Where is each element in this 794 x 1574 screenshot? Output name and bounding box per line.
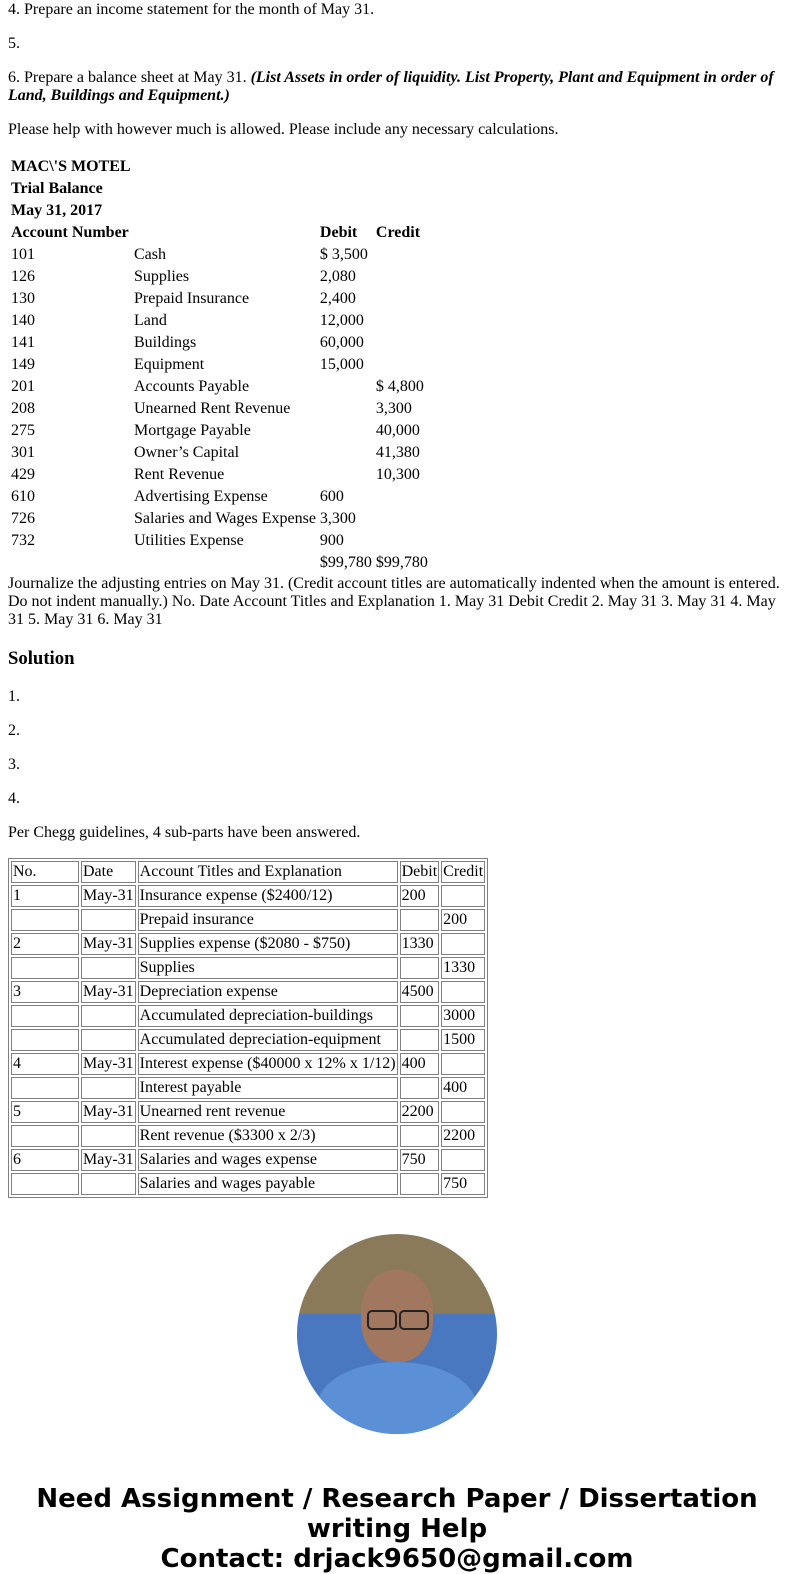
entry-date [81, 957, 136, 979]
help-request: Please help with however much is allowed. Please include any necessary calculations. [8, 121, 559, 138]
account-title: Accumulated depreciation-buildings [138, 1005, 398, 1027]
entry-number: 6 [11, 1149, 79, 1171]
entry-date [81, 1077, 136, 1099]
account-name: Rent Revenue [134, 466, 225, 483]
trial-balance-row [10, 531, 429, 551]
journal-prompt: Journalize the adjusting entries on May 31. (Credit account titles are automatically indented when the amount is entered. Do not indent manually.) No. Date Account Titles and Explanation 1. May 31 Debit Credit 2. May 31 3. May 31 4. May 31 5. May 31 6. May 31 [8, 575, 780, 628]
debit-amount: 60,000 [319, 334, 364, 351]
debit-amount [400, 909, 440, 931]
trial-balance-table [8, 155, 431, 575]
journal-row [11, 1125, 485, 1147]
header-debit: Debit [400, 861, 440, 883]
trial-balance-row [10, 377, 429, 397]
debit-amount: 1330 [400, 933, 440, 955]
trial-balance-row [10, 443, 429, 463]
statement-title: Trial Balance [11, 180, 103, 197]
account-number: 141 [11, 334, 35, 351]
debit-amount: 400 [400, 1053, 440, 1075]
trial-balance-row [10, 487, 429, 507]
journal-row [11, 909, 485, 931]
account-number: 429 [11, 466, 35, 483]
account-title: Depreciation expense [138, 981, 398, 1003]
total-debit: $99,780 [319, 554, 372, 571]
help-banner [8, 1484, 786, 1574]
author-avatar [297, 1234, 497, 1434]
credit-amount: 1330 [441, 957, 485, 979]
account-title: Prepaid insurance [138, 909, 398, 931]
account-number: 149 [11, 356, 35, 373]
header-account-titles: Account Titles and Explanation [138, 861, 398, 883]
account-number: 140 [11, 312, 35, 329]
journal-entries-table [8, 858, 488, 1198]
credit-amount [375, 509, 429, 529]
account-number: 610 [11, 488, 35, 505]
debit-amount [319, 399, 373, 419]
account-title: Supplies expense ($2080 - $750) [138, 933, 398, 955]
credit-amount [375, 245, 429, 265]
account-number: 126 [11, 268, 35, 285]
debit-amount [400, 1125, 440, 1147]
header-date: Date [81, 861, 136, 883]
entry-number [11, 1173, 79, 1195]
journal-row [11, 981, 485, 1003]
trial-balance-row [10, 333, 429, 353]
trial-balance-row [10, 245, 429, 265]
account-title: Salaries and wages payable [138, 1173, 398, 1195]
entry-date: May-31 [81, 1053, 136, 1075]
banner-line-1: Need Assignment / Research Paper / Dissertation writing Help [36, 1484, 758, 1544]
account-number: 726 [11, 510, 35, 527]
banner-contact: Contact: drjack9650@gmail.com [160, 1544, 634, 1574]
debit-amount [319, 465, 373, 485]
account-name: Accounts Payable [134, 378, 250, 395]
entry-number: 1 [11, 885, 79, 907]
solution-part: 3. [8, 756, 20, 773]
journal-row [11, 1077, 485, 1099]
journal-row [11, 1149, 485, 1171]
account-name: Advertising Expense [134, 488, 268, 505]
account-title: Interest expense ($40000 x 12% x 1/12) [138, 1053, 398, 1075]
debit-amount: 600 [319, 488, 344, 505]
account-title: Supplies [138, 957, 398, 979]
header-credit: Credit [375, 224, 421, 241]
credit-amount: 3,300 [375, 400, 412, 417]
debit-amount [400, 1077, 440, 1099]
credit-amount [375, 311, 429, 331]
header-credit: Credit [441, 861, 485, 883]
account-title: Salaries and wages expense [138, 1149, 398, 1171]
account-name: Land [134, 312, 167, 329]
solution-part: 2. [8, 722, 20, 739]
solution-heading: Solution [8, 648, 75, 669]
account-number: 101 [11, 246, 35, 263]
debit-amount: 15,000 [319, 356, 364, 373]
credit-amount: 41,380 [375, 444, 420, 461]
account-title: Rent revenue ($3300 x 2/3) [138, 1125, 398, 1147]
entry-date: May-31 [81, 1149, 136, 1171]
trial-balance-row [10, 289, 429, 309]
entry-number [11, 1125, 79, 1147]
journal-row [11, 957, 485, 979]
account-name: Cash [134, 246, 166, 263]
trial-balance-row [10, 509, 429, 529]
credit-amount [375, 289, 429, 309]
account-title: Interest payable [138, 1077, 398, 1099]
journal-row [11, 1029, 485, 1051]
journal-row [11, 1173, 485, 1195]
entry-date [81, 1029, 136, 1051]
trial-balance-row [10, 311, 429, 331]
entry-number [11, 909, 79, 931]
account-number: 130 [11, 290, 35, 307]
account-title: Insurance expense ($2400/12) [138, 885, 398, 907]
account-title: Accumulated depreciation-equipment [138, 1029, 398, 1051]
entry-date: May-31 [81, 885, 136, 907]
account-name: Utilities Expense [134, 532, 244, 549]
journal-row [11, 1005, 485, 1027]
header-account-number: Account Number [11, 224, 129, 241]
credit-amount: 200 [441, 909, 485, 931]
debit-amount: $ 3,500 [319, 246, 368, 263]
journal-row [11, 933, 485, 955]
credit-amount [441, 885, 485, 907]
entry-number [11, 957, 79, 979]
credit-amount: 10,300 [375, 466, 420, 483]
debit-amount [319, 377, 373, 397]
total-credit: $99,780 [375, 554, 428, 571]
trial-balance-row [10, 355, 429, 375]
credit-amount [441, 1053, 485, 1075]
credit-amount [375, 267, 429, 287]
entry-date: May-31 [81, 1101, 136, 1123]
debit-amount [400, 957, 440, 979]
statement-date: May 31, 2017 [11, 202, 103, 219]
journal-row [11, 1101, 485, 1123]
account-name: Prepaid Insurance [134, 290, 250, 307]
credit-amount: 750 [441, 1173, 485, 1195]
solution-part: 1. [8, 688, 20, 705]
entry-date: May-31 [81, 933, 136, 955]
debit-amount: 900 [319, 532, 344, 549]
entry-number [11, 1077, 79, 1099]
credit-amount [441, 933, 485, 955]
debit-amount [400, 1029, 440, 1051]
credit-amount [375, 531, 429, 551]
journal-row [11, 1053, 485, 1075]
credit-amount [441, 981, 485, 1003]
trial-balance-row [10, 399, 429, 419]
entry-date [81, 1005, 136, 1027]
header-debit: Debit [319, 224, 358, 241]
account-number: 201 [11, 378, 35, 395]
account-number: 275 [11, 422, 35, 439]
entry-number: 2 [11, 933, 79, 955]
account-name: Unearned Rent Revenue [134, 400, 291, 417]
debit-amount: 4500 [400, 981, 440, 1003]
trial-balance-row [10, 465, 429, 485]
account-number: 732 [11, 532, 35, 549]
debit-amount: 3,300 [319, 510, 356, 527]
journal-row [11, 885, 485, 907]
question-4: 4. Prepare an income statement for the month of May 31. [8, 1, 375, 18]
account-name: Supplies [134, 268, 190, 285]
entry-number: 3 [11, 981, 79, 1003]
debit-amount: 2,400 [319, 290, 356, 307]
account-name: Buildings [134, 334, 197, 351]
chegg-note: Per Chegg guidelines, 4 sub-parts have been answered. [8, 824, 361, 841]
credit-amount: $ 4,800 [375, 378, 424, 395]
debit-amount [319, 443, 373, 463]
question-5: 5. [8, 35, 20, 52]
credit-amount [441, 1149, 485, 1171]
account-number: 301 [11, 444, 35, 461]
credit-amount: 400 [441, 1077, 485, 1099]
account-name: Equipment [134, 356, 205, 373]
solution-part: 4. [8, 790, 20, 807]
entry-date [81, 1173, 136, 1195]
entry-date [81, 1125, 136, 1147]
credit-amount [375, 487, 429, 507]
credit-amount: 2200 [441, 1125, 485, 1147]
avatar-shirt [317, 1362, 477, 1434]
debit-amount: 2200 [400, 1101, 440, 1123]
question-6 [8, 69, 786, 105]
question-6-text: 6. Prepare a balance sheet at May 31. [8, 69, 247, 86]
account-name: Mortgage Payable [134, 422, 251, 439]
entry-number: 4 [11, 1053, 79, 1075]
account-title: Unearned rent revenue [138, 1101, 398, 1123]
glasses-icon [367, 1310, 397, 1330]
debit-amount [400, 1005, 440, 1027]
entry-number [11, 1005, 79, 1027]
account-number: 208 [11, 400, 35, 417]
trial-balance-row [10, 421, 429, 441]
debit-amount: 750 [400, 1149, 440, 1171]
entry-date [81, 909, 136, 931]
entry-number [11, 1029, 79, 1051]
debit-amount [400, 1173, 440, 1195]
company-name: MAC\'S MOTEL [11, 158, 131, 175]
credit-amount: 1500 [441, 1029, 485, 1051]
trial-balance-row [10, 267, 429, 287]
debit-amount: 2,080 [319, 268, 356, 285]
header-no: No. [11, 861, 79, 883]
account-name: Salaries and Wages Expense [134, 510, 316, 527]
credit-amount [441, 1101, 485, 1123]
credit-amount: 40,000 [375, 422, 420, 439]
credit-amount [375, 355, 429, 375]
debit-amount: 12,000 [319, 312, 364, 329]
account-name: Owner’s Capital [134, 444, 240, 461]
entry-number: 5 [11, 1101, 79, 1123]
glasses-icon [399, 1310, 429, 1330]
debit-amount [319, 421, 373, 441]
entry-date: May-31 [81, 981, 136, 1003]
question-6-note: (List Assets in order of liquidity. List Property, Plant and Equipment in order of Land, Buildings and Equipment.) [8, 69, 774, 104]
credit-amount: 3000 [441, 1005, 485, 1027]
credit-amount [375, 333, 429, 353]
debit-amount: 200 [400, 885, 440, 907]
